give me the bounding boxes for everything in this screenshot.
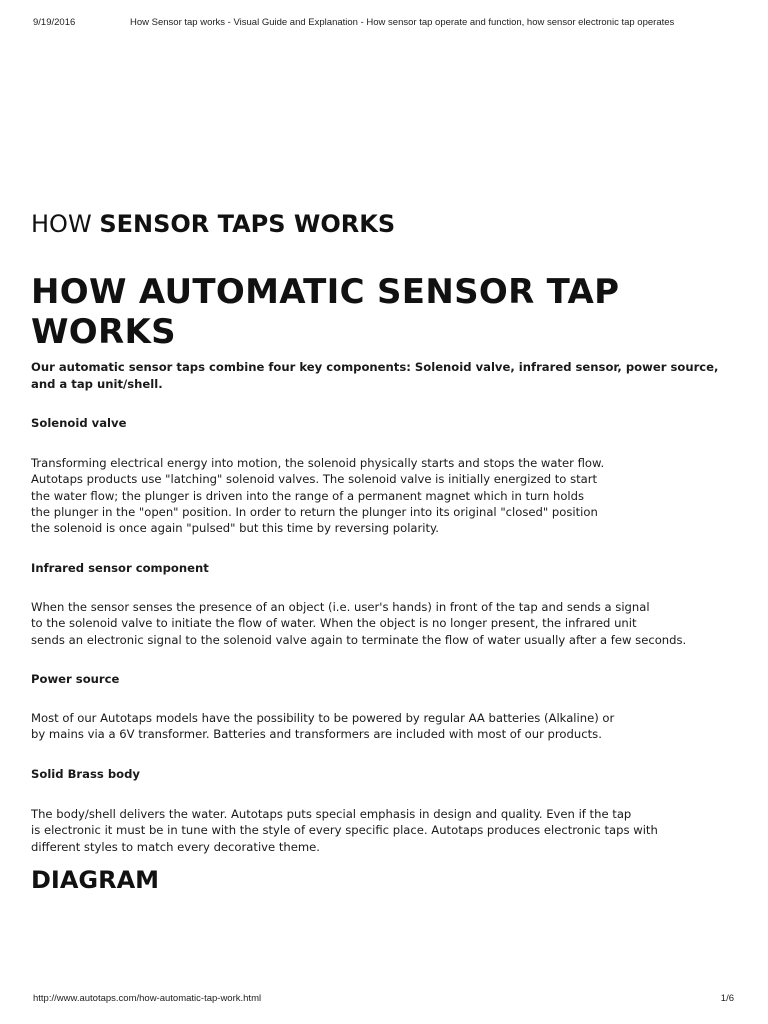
paragraph-line: the water flow; the plunger is driven into the range of a permanent magnet which in turn holds [31,488,585,503]
paragraph-line: sends an electronic signal to the solenoid valve again to terminate the flow of water usually after a few seconds. [31,632,687,647]
paragraph-power-source [31,710,741,743]
paragraph-line: Most of our Autotaps models have the possibility to be powered by regular AA batteries (Alkaline) or [31,711,615,725]
paragraph-line: When the sensor senses the presence of an object (i.e. user's hands) in front of the tap and sends a signal [31,600,650,614]
paragraph-infrared-sensor [31,599,741,648]
paragraph-line: different styles to match every decorative theme. [31,839,320,854]
paragraph-line: the solenoid is once again "pulsed" but this time by reversing polarity. [31,521,439,536]
print-url: http://www.autotaps.com/how-automatic-tap-work.html [33,993,262,1004]
paragraph-line: by mains via a 6V transformer. Batteries and transformers are included with most of our products. [31,727,602,742]
paragraph-line: Autotaps products use "latching" solenoid valves. The solenoid valve is initially energized to start [31,472,598,487]
subheading-solid-brass-body: Solid Brass body [31,767,140,781]
section-heading [31,207,395,241]
paragraph-line: the plunger in the "open" position. In order to return the plunger into its original "closed" position [31,504,598,519]
section-heading-strong: SENSOR TAPS WORKS [99,210,396,238]
print-header [0,17,768,31]
section-heading-light: HOW [31,210,92,238]
paragraph-solenoid-valve [31,455,741,536]
print-date: 9/19/2016 [33,17,76,28]
subheading-infrared-sensor: Infrared sensor component [31,561,209,575]
paragraph-solid-brass-body [31,806,741,855]
paragraph-line: The body/shell delivers the water. Autotaps puts special emphasis in design and quality. Even if the tap [31,807,632,821]
paragraph-line: to the solenoid valve to initiate the flow of water. When the object is no longer present, the infrared unit [31,616,637,631]
paragraph-line: is electronic it must be in tune with the style of every specific place. Autotaps produces electronic taps with [31,823,658,838]
diagram-heading: DIAGRAM [31,866,160,894]
subheading-power-source: Power source [31,672,120,686]
page-counter: 1/6 [720,993,734,1004]
print-page-title: How Sensor tap works - Visual Guide and Explanation - How sensor tap operate and function, how sensor electronic tap operates [130,17,675,28]
intro-text: Our automatic sensor taps combine four key components: Solenoid valve, infrared sensor, power source, and a tap unit/shell. [31,360,719,391]
page-title: HOW AUTOMATIC SENSOR TAP WORKS [31,272,620,352]
paragraph-line: Transforming electrical energy into motion, the solenoid physically starts and stops the water flow. [31,456,605,470]
print-footer [0,993,768,1007]
subheading-solenoid-valve: Solenoid valve [31,416,127,430]
